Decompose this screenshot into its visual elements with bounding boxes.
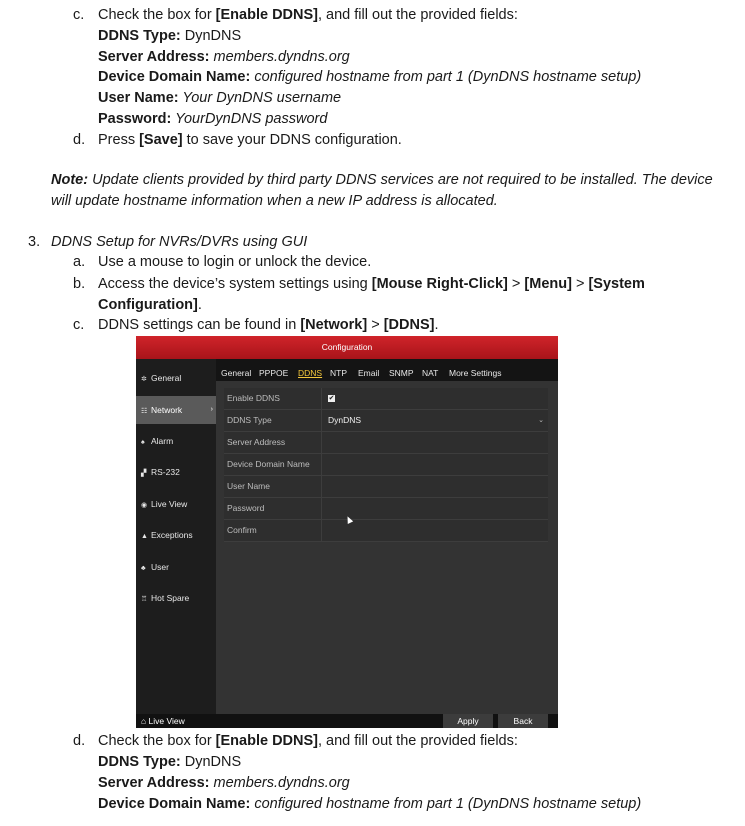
sidebar-item-label: RS-232 (151, 467, 180, 477)
field-line (98, 48, 350, 66)
sidebar-item-live-view[interactable] (136, 490, 216, 518)
bold-text: [Network] (300, 317, 368, 333)
sidebar-item-label: General (151, 373, 182, 383)
text: Access the device’s system settings using (98, 276, 372, 292)
sidebar-item-label: Network (151, 405, 183, 415)
field-label: Password: (98, 111, 172, 127)
section-number: 3. (28, 234, 41, 250)
warning-icon: ▲ (141, 533, 148, 540)
row-user-name (224, 476, 548, 498)
step-c-pre: Check the box for (98, 7, 216, 23)
dvr-sidebar (136, 359, 216, 714)
enable-ddns-checkbox[interactable]: ✔ (328, 395, 335, 403)
sidebar-item-label: Alarm (151, 436, 174, 446)
field-value: YourDynDNS password (171, 111, 328, 127)
network-icon: ☷ (141, 408, 148, 415)
row-label: Password (227, 503, 265, 513)
live-view-label: Live View (148, 716, 185, 726)
bold-text: [Enable DDNS] (215, 733, 318, 749)
field-line (98, 753, 241, 771)
text: . (197, 297, 202, 313)
note-text: Update clients provided by third party DDNS services are not required to be installed. The device (88, 172, 713, 188)
confirm-input[interactable] (321, 520, 548, 541)
tab-pppoe[interactable]: PPPOE (259, 368, 289, 378)
step-d-bold: [Save] (139, 132, 183, 148)
step-marker-d2: d. (73, 733, 86, 749)
row-label: Server Address (227, 437, 286, 447)
dvr-bottom-bar (136, 714, 558, 728)
sidebar-item-exceptions[interactable] (136, 521, 216, 549)
step-marker-c: c. (73, 7, 85, 23)
sidebar-item-network[interactable] (136, 396, 216, 424)
step-c-post: , and fill out the provided fields: (318, 7, 518, 23)
field-value: configured hostname from part 1 (DynDNS hostname setup) (250, 796, 642, 812)
field-label: DDNS Type: (98, 28, 181, 44)
dvr-tab-bar (216, 359, 558, 381)
tab-email[interactable]: Email (358, 368, 380, 378)
sidebar-item-label: Hot Spare (151, 593, 190, 603)
row-password (224, 498, 548, 520)
step-c-text (98, 6, 518, 24)
field-line (98, 110, 327, 128)
row-value (321, 388, 548, 409)
note-line-1 (51, 171, 713, 189)
text: DDNS settings can be found in (98, 317, 301, 333)
field-line (98, 27, 241, 45)
dvr-configuration-screenshot (136, 336, 558, 728)
step-marker-d: d. (73, 132, 86, 148)
step-d-pre: Press (98, 132, 140, 148)
field-value: members.dyndns.org (209, 49, 350, 65)
text: . (434, 317, 439, 333)
row-server-address (224, 432, 548, 454)
sidebar-item-general[interactable] (136, 364, 216, 392)
text: , and fill out the provided fields: (318, 733, 518, 749)
hotspare-icon: ♖ (141, 596, 148, 603)
field-line (98, 774, 350, 792)
step-d-post: to save your DDNS configuration. (182, 132, 402, 148)
step-b-text-cont (98, 296, 202, 314)
text: > (571, 276, 589, 292)
bold-text: [Mouse Right-Click] (371, 276, 508, 292)
text: > (367, 317, 384, 333)
text: Check the box for (98, 733, 216, 749)
home-icon: ⌂ (141, 716, 149, 726)
text: > (507, 276, 525, 292)
field-value: members.dyndns.org (209, 775, 350, 791)
user-icon: ♣ (141, 565, 146, 572)
row-label: Device Domain Name (227, 459, 310, 469)
step-d2-text (98, 732, 518, 750)
device-domain-name-input[interactable] (321, 454, 548, 475)
sidebar-item-alarm[interactable] (136, 427, 216, 455)
dvr-ddns-panel (216, 381, 558, 714)
field-line (98, 89, 341, 107)
step-c-bold: [Enable DDNS] (215, 7, 318, 23)
row-label: Confirm (227, 525, 257, 535)
row-enable-ddns (224, 388, 548, 410)
ddns-type-select[interactable] (321, 410, 548, 431)
field-value: DynDNS (180, 754, 242, 770)
chevron-right-icon: › (210, 406, 213, 413)
bold-text: [System (588, 276, 645, 292)
chevron-down-icon: ⌄ (538, 417, 544, 424)
eye-icon: ◉ (141, 502, 148, 509)
row-confirm (224, 520, 548, 542)
step-marker-c2: c. (73, 317, 85, 333)
field-value: DynDNS (180, 28, 242, 44)
server-address-input[interactable] (321, 432, 548, 453)
field-label: Device Domain Name: (98, 69, 251, 85)
step-c2-text (98, 316, 439, 334)
user-name-input[interactable] (321, 476, 548, 497)
step-d-text (98, 131, 402, 149)
step-marker-a: a. (73, 254, 86, 270)
dvr-title-bar: Configuration (136, 336, 558, 359)
sidebar-item-rs232[interactable] (136, 458, 216, 486)
row-label: Enable DDNS (227, 393, 280, 403)
field-line (98, 795, 641, 813)
field-value: Your DynDNS username (178, 90, 342, 106)
tab-snmp[interactable]: SNMP (389, 368, 414, 378)
tab-nat[interactable]: NAT (422, 368, 439, 378)
field-value: configured hostname from part 1 (DynDNS hostname setup) (250, 69, 642, 85)
password-input[interactable] (321, 498, 548, 519)
gear-icon: ✲ (141, 376, 147, 383)
apply-button[interactable]: Apply (443, 714, 493, 728)
note-label: Note: (51, 172, 89, 188)
step-marker-b: b. (73, 276, 86, 292)
rs232-icon: ▞ (141, 470, 147, 477)
sidebar-item-hot-spare[interactable] (136, 584, 216, 612)
row-label: User Name (227, 481, 270, 491)
tab-more-settings[interactable]: More Settings (449, 368, 502, 378)
sidebar-item-label: User (151, 562, 169, 572)
field-label: Server Address: (98, 49, 210, 65)
bold-text: Configuration] (98, 297, 198, 313)
field-label: DDNS Type: (98, 754, 181, 770)
tab-ddns[interactable]: DDNS (298, 368, 323, 378)
alarm-icon: ♠ (141, 439, 145, 446)
field-label: Device Domain Name: (98, 796, 251, 812)
row-device-domain-name (224, 454, 548, 476)
sidebar-item-label: Live View (151, 499, 188, 509)
tab-ntp[interactable]: NTP (330, 368, 347, 378)
note-line-2: will update hostname information when a new IP address is allocated. (51, 193, 498, 209)
tab-general[interactable]: General (221, 368, 252, 378)
sidebar-item-label: Exceptions (151, 530, 193, 540)
live-view-button[interactable] (141, 714, 185, 728)
field-label: User Name: (98, 90, 179, 106)
sidebar-item-user[interactable] (136, 553, 216, 581)
step-b-text (98, 275, 645, 293)
row-label: DDNS Type (227, 415, 272, 425)
bold-text: [Menu] (524, 276, 572, 292)
row-ddns-type (224, 410, 548, 432)
field-label: Server Address: (98, 775, 210, 791)
ddns-type-value: DynDNS (328, 415, 362, 425)
field-line (98, 68, 641, 86)
back-button[interactable]: Back (498, 714, 548, 728)
step-a-text: Use a mouse to login or unlock the device. (98, 254, 372, 270)
section-title: DDNS Setup for NVRs/DVRs using GUI (51, 234, 308, 250)
bold-text: [DDNS] (383, 317, 435, 333)
